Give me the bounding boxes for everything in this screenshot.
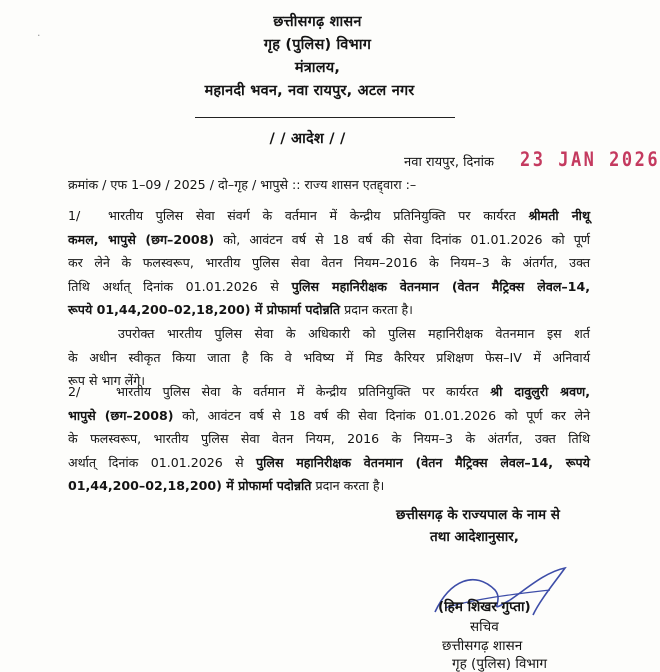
- corner-mark: .: [37, 26, 41, 39]
- header-line-3: मंत्रालय,: [294, 60, 341, 76]
- signatory-name: (हिम शिखर गुप्ता): [438, 599, 531, 615]
- closing-line-2: तथा आदेशानुसार,: [430, 529, 519, 545]
- para1-line-2: कमल, भापुसे (छग–2008) को, आवंटन वर्ष से 18 वर्ष की सेवा दिनांक 01.01.2026 को पूर्ण: [68, 231, 590, 247]
- para1-number: 1/: [68, 208, 81, 223]
- paragraph-1: [68, 204, 590, 322]
- paragraph-2: [68, 380, 590, 498]
- para1-line-1: भारतीय पुलिस सेवा संवर्ग के वर्तमान में केन्द्रीय प्रतिनियुक्ति पर कार्यरत श्रीमती नीथू: [108, 208, 590, 223]
- place-date-label: नवा रायपुर, दिनांक: [404, 155, 494, 170]
- signatory-designation: सचिव: [470, 619, 499, 635]
- para2-line-3: के फलस्वरूप, भारतीय पुलिस सेवा वेतन नियम, 2016 के नियम–3 के अंतर्गत, उक्त तिथि: [68, 431, 590, 446]
- para1-line-3: कर लेने के फलस्वरूप, भारतीय पुलिस सेवा वेतन नियम–2016 के नियम–3 के अंतर्गत, उक्त: [68, 255, 590, 270]
- para2-number: 2/: [68, 384, 81, 399]
- signatory-dept: गृह (पुलिस) विभाग: [452, 656, 547, 672]
- para1-line-5: रूपये 01,44,200–02,18,200) में प्रोफार्मा पदोन्नति प्रदान करता है।: [68, 302, 413, 317]
- para2-line-1: भारतीय पुलिस सेवा के वर्तमान में केन्द्रीय प्रतिनियुक्ति पर कार्यरत श्री दावुलुरी श्रवण,: [116, 384, 590, 399]
- para2-line-4: अर्थात् दिनांक 01.01.2026 से पुलिस महानिरीक्षक वेतनमान (वेतन मैट्रिक्स लेवल–14, रूपये: [68, 454, 590, 470]
- para2-line-2: भापुसे (छग–2008) को, आवंटन वर्ष से 18 वर्ष की सेवा दिनांक 01.01.2026 को पूर्ण कर लेने: [68, 407, 590, 423]
- header-line-4: महानदी भवन, नवा रायपुर, अटल नगर: [204, 83, 415, 99]
- header-line-1: छत्तीसगढ़ शासन: [273, 14, 362, 30]
- para1b-line-2: के अधीन स्वीकृत किया जाता है कि वे भविष्य में मिड कैरियर प्रशिक्षण फेस–IV में अनिवार्य: [68, 349, 590, 365]
- para1b-line-3: रूप से भाग लेंगे।: [68, 373, 146, 388]
- order-title: / / आदेश / /: [269, 131, 346, 147]
- closing-line-1: छत्तीसगढ़ के राज्यपाल के नाम से: [396, 507, 560, 523]
- signatory-office: छत्तीसगढ़ शासन: [442, 638, 523, 654]
- para1b-line-1: उपरोक्त भारतीय पुलिस सेवा के अधिकारी को पुलिस महानिरीक्षक वेतनमान इस शर्त: [118, 326, 590, 341]
- para1-line-4: तिथि अर्थात् दिनांक 01.01.2026 से पुलिस महानिरीक्षक वेतनमान (वेतन मैट्रिक्स लेवल–14,: [68, 278, 590, 294]
- date-stamp: 23 JAN 2026: [520, 148, 660, 172]
- header-line-2: गृह (पुलिस) विभाग: [263, 37, 372, 53]
- header-divider: [195, 117, 455, 118]
- para2-line-5: 01,44,200–02,18,200) में प्रोफार्मा पदोन्नति प्रदान करता है।: [68, 478, 385, 493]
- reference-number: क्रमांक / एफ 1–09 / 2025 / दो–गृह / भापुसे :: राज्य शासन एतद्द्वारा :–: [68, 177, 417, 192]
